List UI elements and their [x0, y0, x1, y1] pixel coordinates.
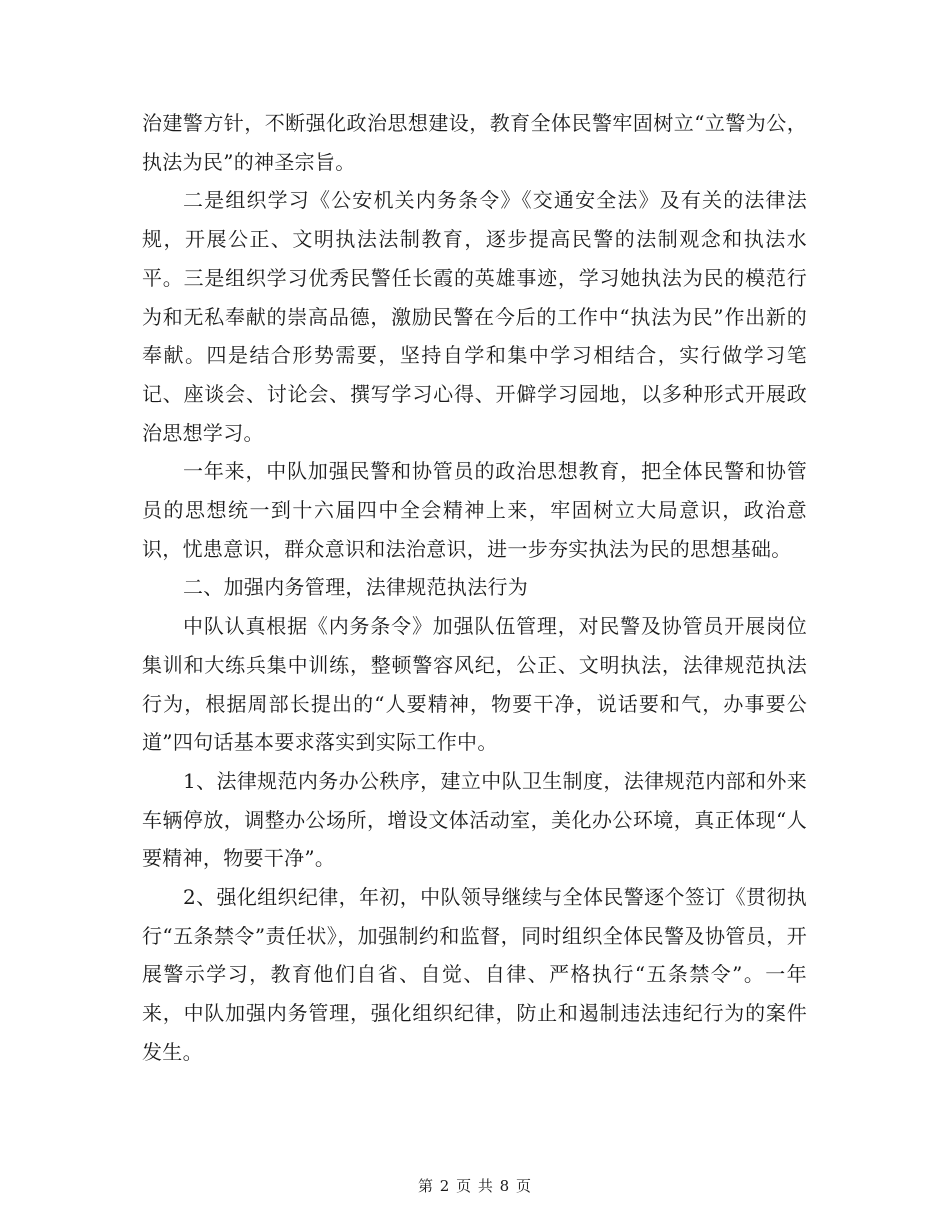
paragraph-study-items: 二是组织学习《公安机关内务条令》《交通安全法》及有关的法律法规，开展公正、文明执法法制教育，逐步提高民警的法制观念和执法水平。三是组织学习优秀民警任长霞的英雄事迹，学习她执法为民的模范行为和无私奉献的崇高品德，激励民警在今后的工作中“执法为民”作出新的奉献。四是结合形势需要，坚持自学和集中学习相结合，实行做学习笔记、座谈会、讨论会、撰写学习心得、开僻学习园地，以多种形式开展政治思想学习。	[142, 188, 807, 445]
paragraph-year-summary: 一年来，中队加强民警和协管员的政治思想教育，把全体民警和协管员的思想统一到十六届四中全会精神上来，牢固树立大局意识，政治意识，忧患意识，群众意识和法治意识，进一步夯实执法为民的思想基础。	[142, 459, 807, 561]
paragraph-continuation: 治建警方针，不断强化政治思想建设，教育全体民警牢固树立“立警为公，执法为民”的神圣宗旨。	[142, 111, 807, 174]
paragraph-item-1: 1、法律规范内务办公秩序，建立中队卫生制度，法律规范内部和外来车辆停放，调整办公场所，增设文体活动室，美化办公环境，真正体现“人要精神，物要干净”。	[142, 768, 807, 871]
document-body	[142, 104, 807, 1072]
page-number-footer: 第 2 页 共 8 页	[418, 1177, 532, 1195]
paragraph-internal-management: 中队认真根据《内务条令》加强队伍管理，对民警及协管员开展岗位集训和大练兵集中训练，整顿警容风纪，公正、文明执法，法律规范执法行为，根据周部长提出的“人要精神，物要干净，说话要和气，办事要公道”四句话基本要求落实到实际工作中。	[142, 614, 807, 755]
section-heading: 二、加强内务管理，法律规范执法行为	[183, 575, 529, 600]
paragraph-item-2: 2、强化组织纪律，年初，中队领导继续与全体民警逐个签订《贯彻执行“五条禁令”责任状》，加强制约和监督，同时组织全体民警及协管员，开展警示学习，教育他们自省、自觉、自律、严格执行“五条禁令”。一年来，中队加强内务管理，强化组织纪律，防止和遏制违法违纪行为的案件发生。	[142, 885, 807, 1064]
